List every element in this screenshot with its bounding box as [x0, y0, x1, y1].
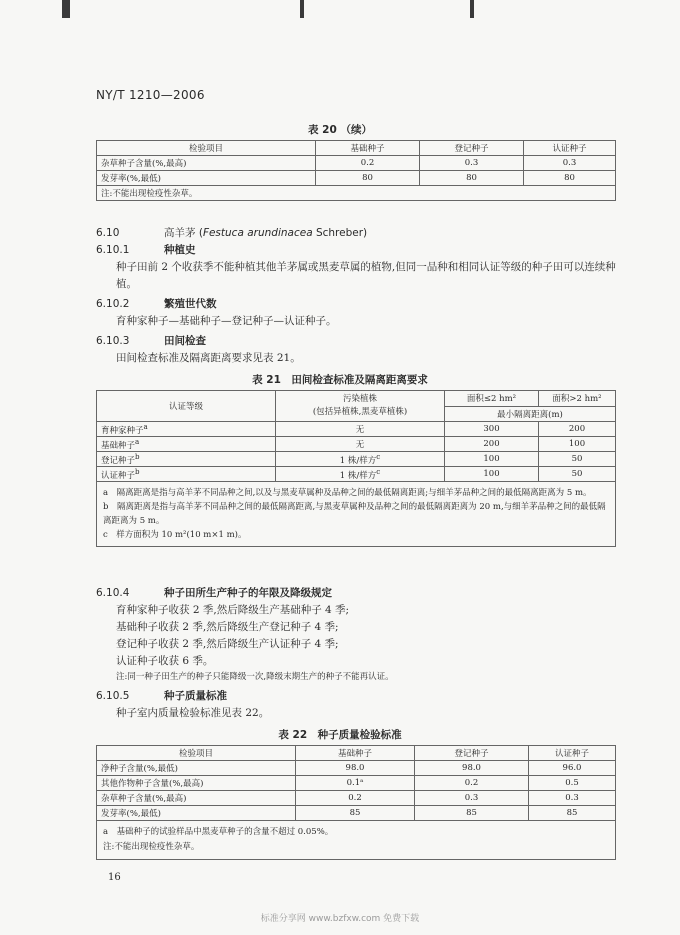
table22-header: 基础种子 [296, 746, 415, 761]
table-cell: 0.2 [296, 791, 415, 806]
table-cell: 发芽率(%,最低) [97, 171, 316, 186]
table21-header: 面积≤2 hm² [445, 391, 539, 407]
table-row [97, 746, 616, 761]
table21-notes [97, 482, 616, 547]
table-row [97, 761, 616, 776]
scan-edge-bar [470, 0, 474, 18]
section-6-10-4 [96, 585, 332, 600]
table-row [97, 452, 616, 467]
table-cell: 300 [445, 422, 539, 437]
paragraph: 种子田前 2 个收获季不能种植其他羊茅属或黑麦草属的植物,但同一品种和相同认证等级的种子田可以连续种植。 [116, 261, 616, 290]
footnote: a 基础种子的试验样品中黑麦草种子的含量不超过 0.05%。 [103, 827, 334, 837]
table-row [97, 467, 616, 482]
footnote [103, 500, 609, 528]
scan-edge-bar [300, 0, 304, 18]
table-row [97, 391, 616, 407]
table20-header: 检验项目 [97, 141, 316, 156]
table-cell: 0.3 [415, 791, 529, 806]
paragraph: 田间检查标准及隔离距离要求见表 21。 [116, 352, 301, 364]
contam-value: 1 株/样方 [339, 455, 377, 466]
table-cell: 98.0 [415, 761, 529, 776]
table22 [96, 745, 616, 860]
table22-header: 认证种子 [529, 746, 616, 761]
table-cell [97, 467, 276, 482]
table-cell [97, 437, 276, 452]
table-cell: 85 [296, 806, 415, 821]
contam-header-line2: (包括异植株,黑麦草植株) [312, 407, 408, 417]
grade-label: 认证种子 [101, 470, 136, 481]
table-cell: 100 [539, 437, 616, 452]
table20 [96, 140, 616, 201]
section-title: Schreber) [312, 227, 368, 239]
table-row [97, 791, 616, 806]
footnote-mark: c [103, 530, 108, 540]
table-row [97, 422, 616, 437]
table22-notes [97, 821, 616, 860]
footnote-mark: a [135, 437, 140, 447]
table20-header: 认证种子 [524, 141, 616, 156]
section-6-10 [96, 225, 367, 240]
table-cell: 0.3 [524, 156, 616, 171]
footnote-text: 隔离距离是指与高羊茅不同品种之间的最低隔离距离,与黑麦草属种及品种之间的最低隔离距离为 20 m,与细羊茅品种之间的最低隔离距离为 5 m。 [103, 502, 606, 526]
note: 注:同一种子田生产的种子只能降级一次,降级末期生产的种子不能再认证。 [116, 672, 394, 682]
table-cell: 无 [276, 437, 445, 452]
standard-number: NY/T 1210—2006 [96, 88, 205, 102]
table-cell: 80 [420, 171, 524, 186]
table21-header: 最小隔离距离(m) [445, 406, 616, 422]
table-cell: 无 [276, 422, 445, 437]
table20-note: 注:不能出现检疫性杂草。 [97, 186, 616, 201]
footnote-text: 隔离距离是指与高羊茅不同品种之间,以及与黑麦草属种及品种之间的最低隔离距离;与细羊茅品种之间的最低隔离距离为 5 m。 [116, 488, 592, 498]
section-6-10-1 [96, 242, 196, 257]
footnote-mark: a [143, 422, 148, 432]
table-row [97, 141, 616, 156]
table-row [97, 156, 616, 171]
table-cell: 净种子含量(%,最低) [97, 761, 296, 776]
scan-edge-bar [62, 0, 70, 18]
section-title: 田间检查 [164, 335, 206, 347]
section-number: 6.10.2 [96, 298, 130, 310]
table-cell: 85 [415, 806, 529, 821]
watermark: 标准分享网 www.bzfxw.com 免费下载 [260, 914, 420, 924]
table-cell: 85 [529, 806, 616, 821]
table22-header: 登记种子 [415, 746, 529, 761]
table-cell: 98.0 [296, 761, 415, 776]
page-number: 16 [108, 872, 121, 883]
table-cell: 80 [316, 171, 420, 186]
section-number: 6.10.1 [96, 244, 130, 256]
section-6-10-3 [96, 333, 206, 348]
table-cell [97, 452, 276, 467]
section-title: 种子田所生产种子的年限及降级规定 [164, 587, 332, 599]
table22-caption: 表 22 种子质量检验标准 [278, 729, 402, 741]
section-number: 6.10.4 [96, 587, 130, 599]
footnote [103, 486, 609, 500]
latin-name: Festuca arundinacea [202, 227, 313, 239]
paragraph: 种子室内质量检验标准见表 22。 [116, 707, 270, 719]
table-cell [97, 422, 276, 437]
footnote-mark: a [103, 488, 109, 498]
table-cell: 50 [539, 467, 616, 482]
table-cell: 50 [539, 452, 616, 467]
table21-header [276, 391, 445, 422]
table-cell: 100 [445, 452, 539, 467]
table21-header: 面积>2 hm² [539, 391, 616, 407]
section-title: 高羊茅 ( [164, 227, 203, 239]
section-title: 种子质量标准 [164, 690, 227, 702]
table-row [97, 437, 616, 452]
paragraph: 登记种子收获 2 季,然后降级生产认证种子 4 季; [116, 638, 339, 650]
table-cell: 杂草种子含量(%,最高) [97, 791, 296, 806]
table-cell: 200 [539, 422, 616, 437]
table-cell: 0.2 [316, 156, 420, 171]
table21-caption: 表 21 田间检查标准及隔离距离要求 [252, 374, 428, 386]
footnote [103, 528, 609, 542]
table-cell: 200 [445, 437, 539, 452]
table-cell: 96.0 [529, 761, 616, 776]
table-cell: 0.5 [529, 776, 616, 791]
note: 注:不能出现检疫性杂草。 [103, 842, 200, 852]
table-cell: 80 [524, 171, 616, 186]
table-cell: 其他作物种子含量(%,最高) [97, 776, 296, 791]
table-cell: 0.3 [420, 156, 524, 171]
footnote-mark: b [135, 452, 140, 462]
contam-value: 1 株/样方 [339, 470, 377, 481]
footnote-text: 样方面积为 10 m²(10 m×1 m)。 [116, 530, 247, 540]
footnote-mark: c [376, 452, 381, 462]
grade-label: 基础种子 [101, 440, 136, 451]
paragraph: 认证种子收获 6 季。 [116, 655, 214, 667]
table22-header: 检验项目 [97, 746, 296, 761]
grade-label: 登记种子 [101, 455, 136, 466]
table-row [97, 776, 616, 791]
table-cell: 0.3 [529, 791, 616, 806]
footnote-mark: b [135, 467, 140, 477]
table-row [97, 171, 616, 186]
section-number: 6.10.3 [96, 335, 130, 347]
paragraph: 育种家种子—基础种子—登记种子—认证种子。 [116, 315, 337, 327]
footnote-mark: b [103, 502, 109, 512]
table21 [96, 390, 616, 547]
section-6-10-2 [96, 296, 217, 311]
section-6-10-5 [96, 688, 227, 703]
table-row [97, 186, 616, 201]
paragraph: 基础种子收获 2 季,然后降级生产登记种子 4 季; [116, 621, 339, 633]
table-cell [276, 467, 445, 482]
table-cell: 0.2 [415, 776, 529, 791]
table20-header: 登记种子 [420, 141, 524, 156]
table-cell: 发芽率(%,最低) [97, 806, 296, 821]
contam-header-line1: 污染植株 [342, 394, 377, 404]
table21-header: 认证等级 [97, 391, 276, 422]
grade-label: 育种家种子 [101, 425, 144, 436]
paragraph: 育种家种子收获 2 季,然后降级生产基础种子 4 季; [116, 604, 350, 616]
section-number: 6.10.5 [96, 690, 130, 702]
section-number: 6.10 [96, 227, 120, 239]
table20-caption: 表 20 （续） [308, 124, 372, 136]
table-cell: 0.1ᵃ [296, 776, 415, 791]
table-row [97, 806, 616, 821]
section-title: 繁殖世代数 [164, 298, 217, 310]
table-cell [276, 452, 445, 467]
table-row [97, 821, 616, 860]
section-title: 种植史 [164, 244, 196, 256]
table-row [97, 482, 616, 547]
table-cell: 100 [445, 467, 539, 482]
table20-header: 基础种子 [316, 141, 420, 156]
footnote-mark: c [376, 467, 381, 477]
table-cell: 杂草种子含量(%,最高) [97, 156, 316, 171]
